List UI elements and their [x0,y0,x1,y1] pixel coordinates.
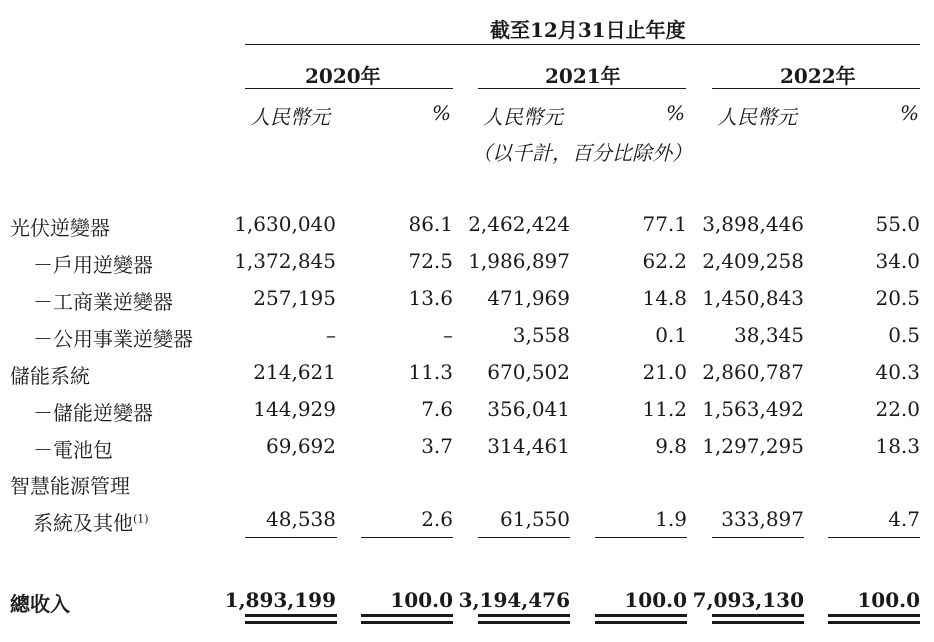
total-double-rule [828,614,920,617]
row-percent-2022: 40.3 [875,360,920,384]
row-value-2020: 214,621 [253,360,336,384]
other-percent-2022: 4.7 [888,507,920,531]
row-label: －工商業逆變器 [33,290,173,314]
other-label-line1: 智慧能源管理 [10,474,130,498]
row-percent-2021: 0.1 [655,323,687,347]
row-percent-2022: 22.0 [875,397,920,421]
row-percent-2020: – [443,323,453,347]
row-value-2021: 1,986,897 [468,249,570,273]
row-value-2022: 1,297,295 [702,434,804,458]
subtotal-rule [712,537,804,538]
row-percent-2021: 62.2 [642,249,687,273]
percent-label-2021: % [666,101,686,125]
other-percent-2020: 2.6 [421,507,453,531]
total-double-rule [361,614,453,617]
row-label: 儲能系統 [10,364,90,388]
total-double-rule [712,621,804,624]
year-2020-header: 2020年 [305,64,381,88]
row-percent-2021: 14.8 [642,286,687,310]
row-value-2021: 2,462,424 [468,212,570,236]
total-label: 總收入 [10,592,70,616]
percent-label-2020: % [432,101,452,125]
total-double-rule [478,614,570,617]
row-value-2020: – [326,323,336,347]
row-value-2022: 38,345 [734,323,804,347]
total-double-rule [595,621,687,624]
subtotal-rule [828,537,920,538]
row-percent-2021: 9.8 [655,434,687,458]
row-value-2020: 69,692 [266,434,336,458]
row-value-2022: 3,898,446 [702,212,804,236]
other-value-2022: 333,897 [721,507,804,531]
currency-label-2020: 人民幣元 [250,105,330,129]
row-value-2022: 2,860,787 [702,360,804,384]
total-double-rule [478,621,570,624]
row-value-2020: 1,372,845 [234,249,336,273]
percent-label-2022: % [900,101,920,125]
year-2020-rule [245,88,453,89]
row-percent-2022: 0.5 [888,323,920,347]
row-label: 光伏逆變器 [10,216,110,240]
header-rule [245,44,920,45]
subtotal-rule [245,537,337,538]
row-label: －公用事業逆變器 [33,327,193,351]
row-label: －儲能逆變器 [33,401,153,425]
year-2022-header: 2022年 [780,64,856,88]
total-double-rule [245,621,337,624]
row-percent-2021: 11.2 [642,397,687,421]
total-double-rule [712,614,804,617]
total-double-rule [245,614,337,617]
total-double-rule [361,621,453,624]
subtotal-rule [595,537,687,538]
row-percent-2021: 21.0 [642,360,687,384]
row-value-2020: 144,929 [253,397,336,421]
row-percent-2020: 86.1 [408,212,453,236]
row-percent-2022: 18.3 [875,434,920,458]
row-percent-2022: 20.5 [875,286,920,310]
year-2022-rule [712,88,920,89]
total-percent-2021: 100.0 [624,588,687,612]
row-value-2022: 1,563,492 [702,397,804,421]
row-value-2020: 257,195 [253,286,336,310]
row-percent-2020: 11.3 [408,360,453,384]
total-percent-2022: 100.0 [857,588,920,612]
row-percent-2022: 34.0 [875,249,920,273]
row-percent-2022: 55.0 [875,212,920,236]
year-2021-rule [478,88,686,89]
year-2021-header: 2021年 [545,64,621,88]
currency-label-2022: 人民幣元 [717,105,797,129]
row-value-2022: 1,450,843 [702,286,804,310]
row-percent-2021: 77.1 [642,212,687,236]
period-title: 截至12月31日止年度 [490,18,686,42]
total-double-rule [828,621,920,624]
row-percent-2020: 7.6 [421,397,453,421]
unit-note: （以千計，百分比除外） [472,141,692,165]
total-percent-2020: 100.0 [390,588,453,612]
row-value-2021: 356,041 [487,397,570,421]
subtotal-rule [478,537,570,538]
row-label: －電池包 [33,438,113,462]
total-value-2021: 3,194,476 [458,588,570,612]
total-value-2022: 7,093,130 [692,588,804,612]
other-label-line2: 系統及其他$^{(1)}$ [33,511,149,535]
currency-label-2021: 人民幣元 [483,105,563,129]
row-label: －戶用逆變器 [33,253,153,277]
row-value-2021: 670,502 [487,360,570,384]
other-percent-2021: 1.9 [655,507,687,531]
footnote-mark: (1) [133,512,149,526]
row-percent-2020: 3.7 [421,434,453,458]
row-value-2022: 2,409,258 [702,249,804,273]
row-value-2021: 471,969 [487,286,570,310]
row-value-2021: 3,558 [512,323,570,347]
row-percent-2020: 13.6 [408,286,453,310]
subtotal-rule [361,537,453,538]
row-percent-2020: 72.5 [408,249,453,273]
row-value-2021: 314,461 [487,434,570,458]
other-value-2020: 48,538 [266,507,336,531]
total-value-2020: 1,893,199 [224,588,336,612]
other-value-2021: 61,550 [500,507,570,531]
row-value-2020: 1,630,040 [234,212,336,236]
total-double-rule [595,614,687,617]
